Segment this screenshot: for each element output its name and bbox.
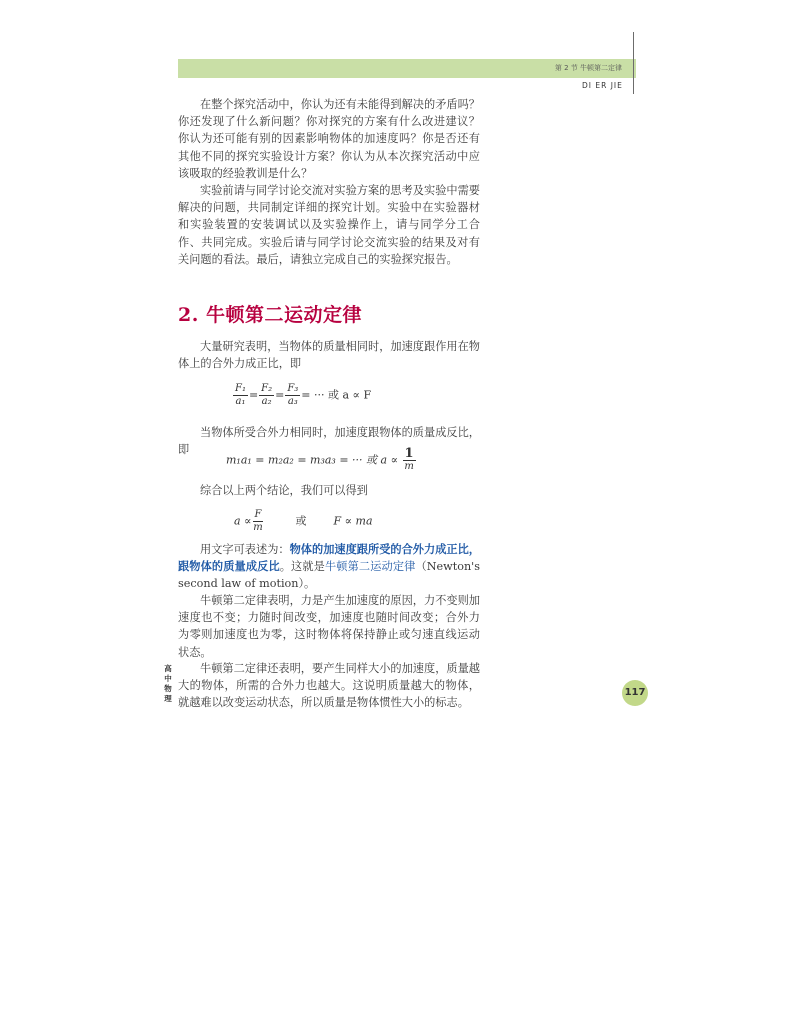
law-paragraph-1: 大量研究表明，当物体的质量相同时，加速度跟作用在物体上的合外力成正比，即: [178, 340, 480, 371]
formula-force-proportion: $\frac{\text{F₁}}{\text{a₁}}$ = $\frac{\text{F₂}}{\text{a₂}}$ = $\frac{\text{F₃}}{\text{a₃}}$ = ··· 或 a ∝ F: [235, 383, 372, 407]
header-divider: [633, 32, 634, 94]
section-title: 第 2 节 牛顿第二定律: [554, 64, 622, 72]
law-paragraph-5: 牛顿第二定律表明，力是产生加速度的原因，力不变则加速度也不变；力随时间改变，加速度也随时间改变；合外力为零则加速度也为零，这时物体将保持静止或匀速直线运动状态。: [178, 594, 480, 659]
formula-mass-proportion: m₁a₁ = m₂a₂ = m₃a₃ = ··· 或 a ∝ $\frac{1}{m}$: [226, 446, 414, 472]
law-paragraph-3: 综合以上两个结论，我们可以得到: [200, 484, 368, 497]
section-pinyin: DI ER JIE: [582, 81, 623, 90]
law-name-highlight: 牛顿第二运动定律: [324, 560, 416, 574]
formula-combined: a ∝ $\frac{F}{m}$ 或 F ∝ ma: [234, 509, 373, 533]
intro-paragraph-1: 在整个探究活动中，你认为还有未能得到解决的矛盾吗？你还发现了什么新问题？你对探究的方案有什么改进建议？你认为还可能有别的因素影响物体的加速度吗？你是否还有其他不同的探究实验设计方案？你认为从本次探究活动中应该吸取的经验教训是什么？: [178, 98, 480, 180]
law-paragraph-2: 当物体所受合外力相同时，加速度跟物体的质量成反比，即: [178, 426, 480, 457]
law-statement-paragraph: 用文字可表述为：物体的加速度跟所受的合外力成正比，跟物体的质量成反比。这就是牛顿第二运动定律（Newton's second law of motion）。: [178, 542, 480, 591]
law-statement-highlight: 物体的加速度跟所受的合外力成正比，跟物体的质量成反比: [178, 542, 480, 574]
section-heading: 2. 牛顿第二运动定律: [178, 304, 362, 326]
law-paragraph-6: 牛顿第二定律还表明，要产生同样大小的加速度，质量越大的物体，所需的合外力也越大。这说明质量越大的物体，就越难以改变运动状态，所以质量是物体惯性大小的标志。: [178, 662, 480, 710]
book-side-label: 高中物理: [164, 664, 172, 703]
intro-paragraph-2: 实验前请与同学讨论交流对实验方案的思考及实验中需要解决的问题，共同制定详细的探究计划。实验中在实验器材和实验装置的安装调试以及实验操作上，请与同学分工合作、共同完成。实验后请与同学讨论交流实验的结果及对有关问题的看法。最后，请独立完成自己的实验探究报告。: [178, 184, 480, 266]
page-number: 117: [622, 680, 648, 706]
